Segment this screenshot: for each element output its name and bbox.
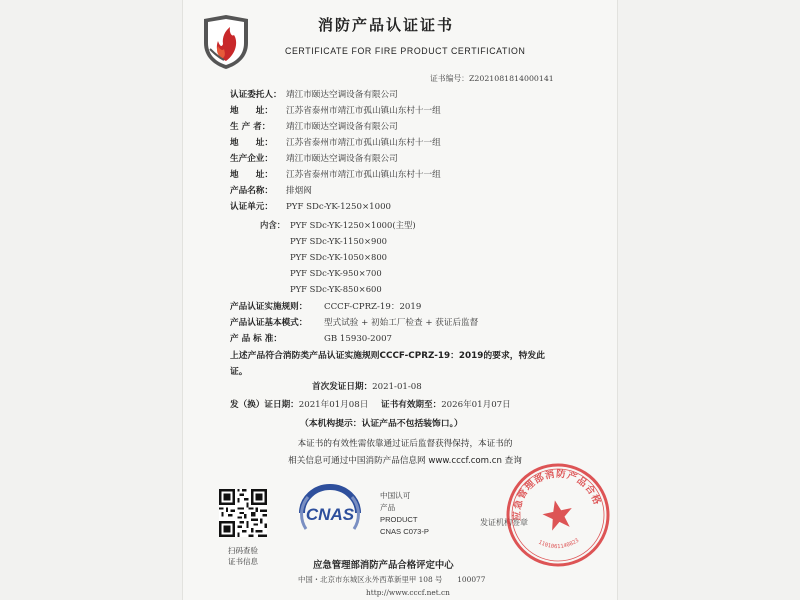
field-client	[230, 88, 398, 102]
issuer-signature-note: 发证机构签章	[480, 518, 528, 527]
certificate-number	[430, 73, 554, 84]
cnas-info-line: 产品	[380, 503, 396, 512]
certificate-title-cn: 消防产品认证证书	[318, 16, 455, 34]
field-label: 产 品 标 准：	[230, 334, 282, 344]
field-label: 认证单元：	[230, 202, 273, 212]
field-producer	[230, 120, 398, 134]
field-value: GB 15930-2007	[324, 334, 393, 344]
field-label: 首次发证日期：	[312, 382, 373, 392]
field-label: 发（换）证日期：	[230, 400, 299, 410]
field-label: 生 产 者：	[230, 122, 271, 132]
field-label: 认证委托人：	[230, 90, 282, 100]
field-client-address	[230, 104, 441, 118]
field-label: 地 址：	[230, 138, 273, 148]
field-value: 江苏省泰州市靖江市孤山镇山东村十一组	[286, 138, 441, 148]
field-value: CCCF-CPRZ-19：2019	[324, 302, 422, 312]
field-standard	[230, 332, 392, 346]
cnas-logo-text: CNAS	[305, 505, 355, 524]
fire-emblem-icon	[200, 13, 252, 71]
field-mode	[230, 316, 478, 330]
qr-label-line: 扫码查验	[228, 546, 258, 555]
contains-value: PYF SDc-YK-1250×1000(主型)	[290, 220, 416, 230]
field-value: 型式试验 + 初始工厂检查 + 获证后监督	[324, 318, 479, 328]
institution-reminder: （本机构提示：认证产品不包括装饰口。）	[300, 419, 463, 429]
field-rule	[230, 300, 421, 314]
contains-item: PYF SDc-YK-950×700	[290, 268, 382, 278]
svg-text:1101061140823	[536, 532, 581, 555]
qr-code-icon	[219, 489, 267, 537]
field-producer-address	[230, 136, 441, 150]
field-value: 江苏省泰州市靖江市孤山镇山东村十一组	[286, 170, 441, 180]
field-value: 2021年01月08日	[298, 400, 369, 410]
certificate-number-label: 证书编号：	[430, 74, 469, 83]
field-value: 2021-01-08	[372, 382, 422, 392]
seal-text: 应急管理部消防产品合格评定中心	[511, 468, 603, 521]
field-label: 地 址：	[230, 170, 273, 180]
field-label: 产品认证实施规则：	[230, 302, 308, 312]
footer-address: 中国・北京市东城区永外西革新里甲 108 号 100077	[298, 575, 486, 584]
certification-statement: 上述产品符合消防类产品认证实施规则CCCF-CPRZ-19：2019的要求，特发此证。	[230, 351, 545, 377]
field-factory-address	[230, 168, 441, 182]
cnas-info-line: PRODUCT	[380, 515, 418, 524]
cnas-accreditation-info	[380, 490, 429, 538]
issue-date	[230, 398, 511, 412]
field-label: 产品认证基本模式：	[230, 318, 308, 328]
contains-label: 内含：	[260, 220, 286, 230]
field-value: 排烟阀	[286, 186, 312, 196]
field-unit	[230, 200, 391, 214]
footer-website: http://www.cccf.net.cn	[366, 588, 450, 597]
field-product	[230, 184, 312, 198]
field-label: 证书有效期至：	[381, 400, 442, 410]
qr-label-line: 证书信息	[228, 557, 258, 566]
field-value: 靖江市颐达空调设备有限公司	[286, 122, 398, 132]
seal-number: 1101061140823	[537, 537, 581, 551]
contains-item: PYF SDc-YK-850×600	[290, 284, 382, 294]
contains-item: PYF SDc-YK-1050×800	[290, 252, 388, 262]
field-factory	[230, 152, 398, 166]
field-label: 地 址：	[230, 106, 273, 116]
official-seal	[505, 462, 611, 568]
field-value: PYF SDc-YK-1250×1000	[286, 202, 392, 212]
first-issue-date	[312, 380, 422, 394]
cnas-logo	[292, 483, 368, 541]
notice-line-2: 相关信息可通过中国消防产品信息网 www.cccf.com.cn 查询	[288, 456, 522, 466]
notice-line-1: 本证书的有效性需依靠通过证后监督获得保持，本证书的	[297, 439, 513, 449]
cnas-info-line: 中国认可	[380, 491, 411, 500]
field-value: 靖江市颐达空调设备有限公司	[286, 90, 398, 100]
field-label: 产品名称：	[230, 186, 273, 196]
contains-item: PYF SDc-YK-1150×900	[290, 236, 388, 246]
contains-item	[260, 218, 416, 232]
field-value: 靖江市颐达空调设备有限公司	[286, 154, 398, 164]
cnas-info-line: CNAS C073-P	[380, 527, 429, 536]
certificate-number-value: Z2021081814000141	[468, 74, 554, 83]
qr-code-label	[228, 545, 258, 567]
field-label: 生产企业：	[230, 154, 273, 164]
field-value: 2026年01月07日	[441, 400, 511, 410]
certificate-title-en: CERTIFICATE FOR FIRE PRODUCT CERTIFICATION	[285, 46, 526, 56]
field-value: 江苏省泰州市靖江市孤山镇山东村十一组	[286, 106, 441, 116]
footer-organization: 应急管理部消防产品合格评定中心	[313, 560, 454, 571]
